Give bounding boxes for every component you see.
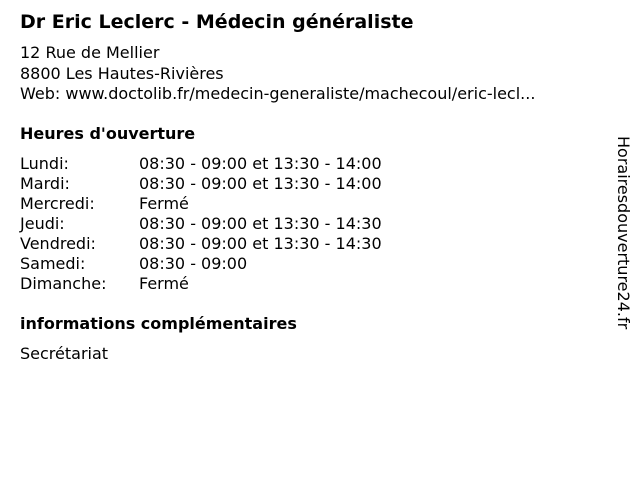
hours-row-thursday bbox=[20, 214, 382, 234]
address-block bbox=[20, 43, 535, 105]
time-value: Fermé bbox=[139, 274, 189, 293]
day-label: Mercredi: bbox=[20, 194, 95, 213]
day-label: Mardi: bbox=[20, 174, 70, 193]
hours-heading: Heures d'ouverture bbox=[20, 124, 196, 143]
time-value: 08:30 - 09:00 et 13:30 - 14:00 bbox=[139, 174, 382, 193]
hours-row-tuesday bbox=[20, 174, 382, 194]
page-title: Dr Eric Leclerc - Médecin généraliste bbox=[20, 11, 414, 33]
street-address: 12 Rue de Mellier bbox=[20, 43, 160, 62]
hours-row-wednesday bbox=[20, 194, 382, 214]
day-label: Lundi: bbox=[20, 154, 69, 173]
day-label: Vendredi: bbox=[20, 234, 96, 253]
hours-row-monday bbox=[20, 154, 382, 174]
info-heading: informations complémentaires bbox=[20, 314, 297, 333]
day-label: Dimanche: bbox=[20, 274, 107, 293]
time-value: 08:30 - 09:00 bbox=[139, 254, 248, 273]
hours-row-friday bbox=[20, 234, 382, 254]
website-link[interactable]: Web: www.doctolib.fr/medecin-generaliste/machecoul/eric-lecl... bbox=[20, 84, 536, 103]
city-address: 8800 Les Hautes-Rivières bbox=[20, 63, 224, 83]
hours-list bbox=[20, 154, 382, 294]
time-value: Fermé bbox=[139, 194, 189, 213]
time-value: 08:30 - 09:00 et 13:30 - 14:30 bbox=[139, 214, 382, 233]
hours-row-sunday bbox=[20, 274, 382, 294]
hours-row-saturday bbox=[20, 254, 382, 274]
time-value: 08:30 - 09:00 et 13:30 - 14:30 bbox=[139, 234, 382, 253]
time-value: 08:30 - 09:00 et 13:30 - 14:00 bbox=[139, 154, 382, 173]
brand-watermark: Horairesdouverture24.fr bbox=[614, 136, 633, 330]
day-label: Jeudi: bbox=[20, 214, 65, 233]
day-label: Samedi: bbox=[20, 254, 86, 273]
info-text: Secrétariat bbox=[20, 344, 109, 363]
